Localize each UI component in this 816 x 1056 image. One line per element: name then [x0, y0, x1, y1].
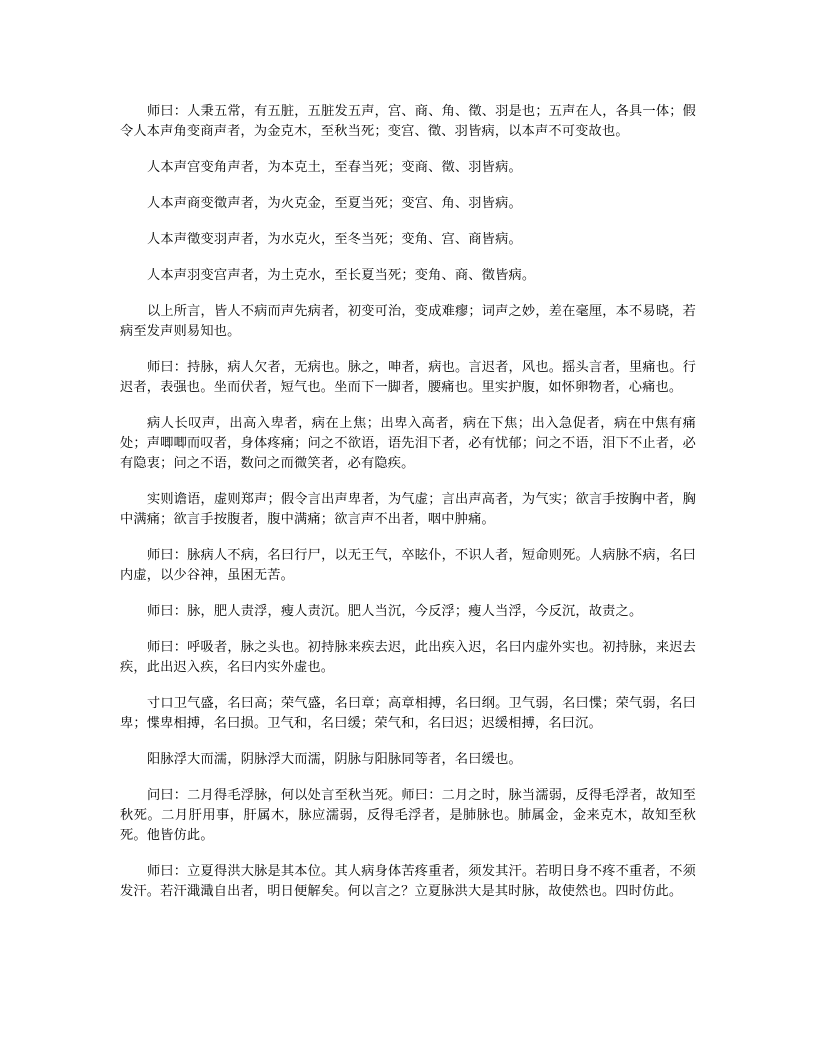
paragraph-13: 寸口卫气盛，名曰高；荣气盛，名曰章；高章相搏，名曰纲。卫气弱，名曰惵；荣气弱，名曰卑；惵卑相搏，名曰损。卫气和，名曰缓；荣气和，名曰迟；迟缓相搏，名曰沉。 — [120, 696, 696, 731]
paragraph-1: 师曰：人秉五常，有五脏，五脏发五声，宫、商、角、徵、羽是也；五声在人，各具一体；假令人本声角变商声者，为金克木，至秋当死；变宫、徵、羽皆病，以本声不可变故也。 — [120, 104, 696, 139]
paragraph-4: 人本声徵变羽声者，为水克火，至冬当死；变角、宫、商皆病。 — [147, 232, 522, 247]
paragraph-2: 人本声宫变角声者，为本克土，至春当死；变商、徵、羽皆病。 — [147, 160, 522, 175]
paragraph-6: 以上所言，皆人不病而声先病者，初变可治，变成难瘳；词声之妙，差在毫厘，本不易晓，若病至发声则易知也。 — [120, 304, 696, 339]
paragraph-15: 问曰：二月得毛浮脉，何以处言至秋当死。师曰：二月之时，脉当濡弱，反得毛浮者，故知至秋死。二月肝用事，肝属木，脉应濡弱，反得毛浮者，是肺脉也。肺属金，金来克木，故知至秋死。他皆仿此。 — [120, 788, 696, 843]
document-page — [120, 102, 696, 918]
paragraph-9: 实则谵语，虚则郑声；假令言出声卑者，为气虚；言出声高者，为气实；欲言手按胸中者，胸中满痛；欲言手按腹者，腹中满痛；欲言声不出者，咽中肿痛。 — [120, 492, 696, 527]
paragraph-10: 师曰：脉病人不病，名曰行尸，以无王气，卒眩仆，不识人者，短命则死。人病脉不病，名曰内虚，以少谷神，虽困无苦。 — [120, 548, 696, 583]
paragraph-3: 人本声商变徵声者，为火克金，至夏当死；变宫、角、羽皆病。 — [147, 196, 522, 211]
paragraph-7: 师曰：持脉，病人欠者，无病也。脉之，呻者，病也。言迟者，风也。摇头言者，里痛也。行迟者，表强也。坐而伏者，短气也。坐而下一脚者，腰痛也。里实护腹，如怀卵物者，心痛也。 — [120, 360, 696, 395]
paragraph-11: 师曰：脉，肥人责浮，瘦人责沉。肥人当沉，今反浮；瘦人当浮，今反沉，故责之。 — [147, 604, 643, 619]
paragraph-5: 人本声羽变宫声者，为土克水，至长夏当死；变角、商、徵皆病。 — [147, 268, 536, 283]
paragraph-14: 阳脉浮大而濡，阴脉浮大而濡，阴脉与阳脉同等者，名曰缓也。 — [147, 752, 522, 767]
paragraph-12: 师曰：呼吸者，脉之头也。初持脉来疾去迟，此出疾入迟，名曰内虚外实也。初持脉，来迟去疾，此出迟入疾，名曰内实外虚也。 — [120, 640, 696, 675]
paragraph-16: 师曰：立夏得洪大脉是其本位。其人病身体苦疼重者，须发其汗。若明日身不疼不重者，不须发汗。若汗濈濈自出者，明日便解矣。何以言之？立夏脉洪大是其时脉，故使然也。四时仿此。 — [120, 864, 696, 899]
paragraph-8: 病人长叹声，出高入卑者，病在上焦；出卑入高者，病在下焦；出入急促者，病在中焦有痛处；声唧唧而叹者，身体疼痛；问之不欲语，语先泪下者，必有忧郁；问之不语，泪下不止者，必有隐衷；问之不语，数问之而微笑者，必有隐疾。 — [120, 416, 696, 471]
